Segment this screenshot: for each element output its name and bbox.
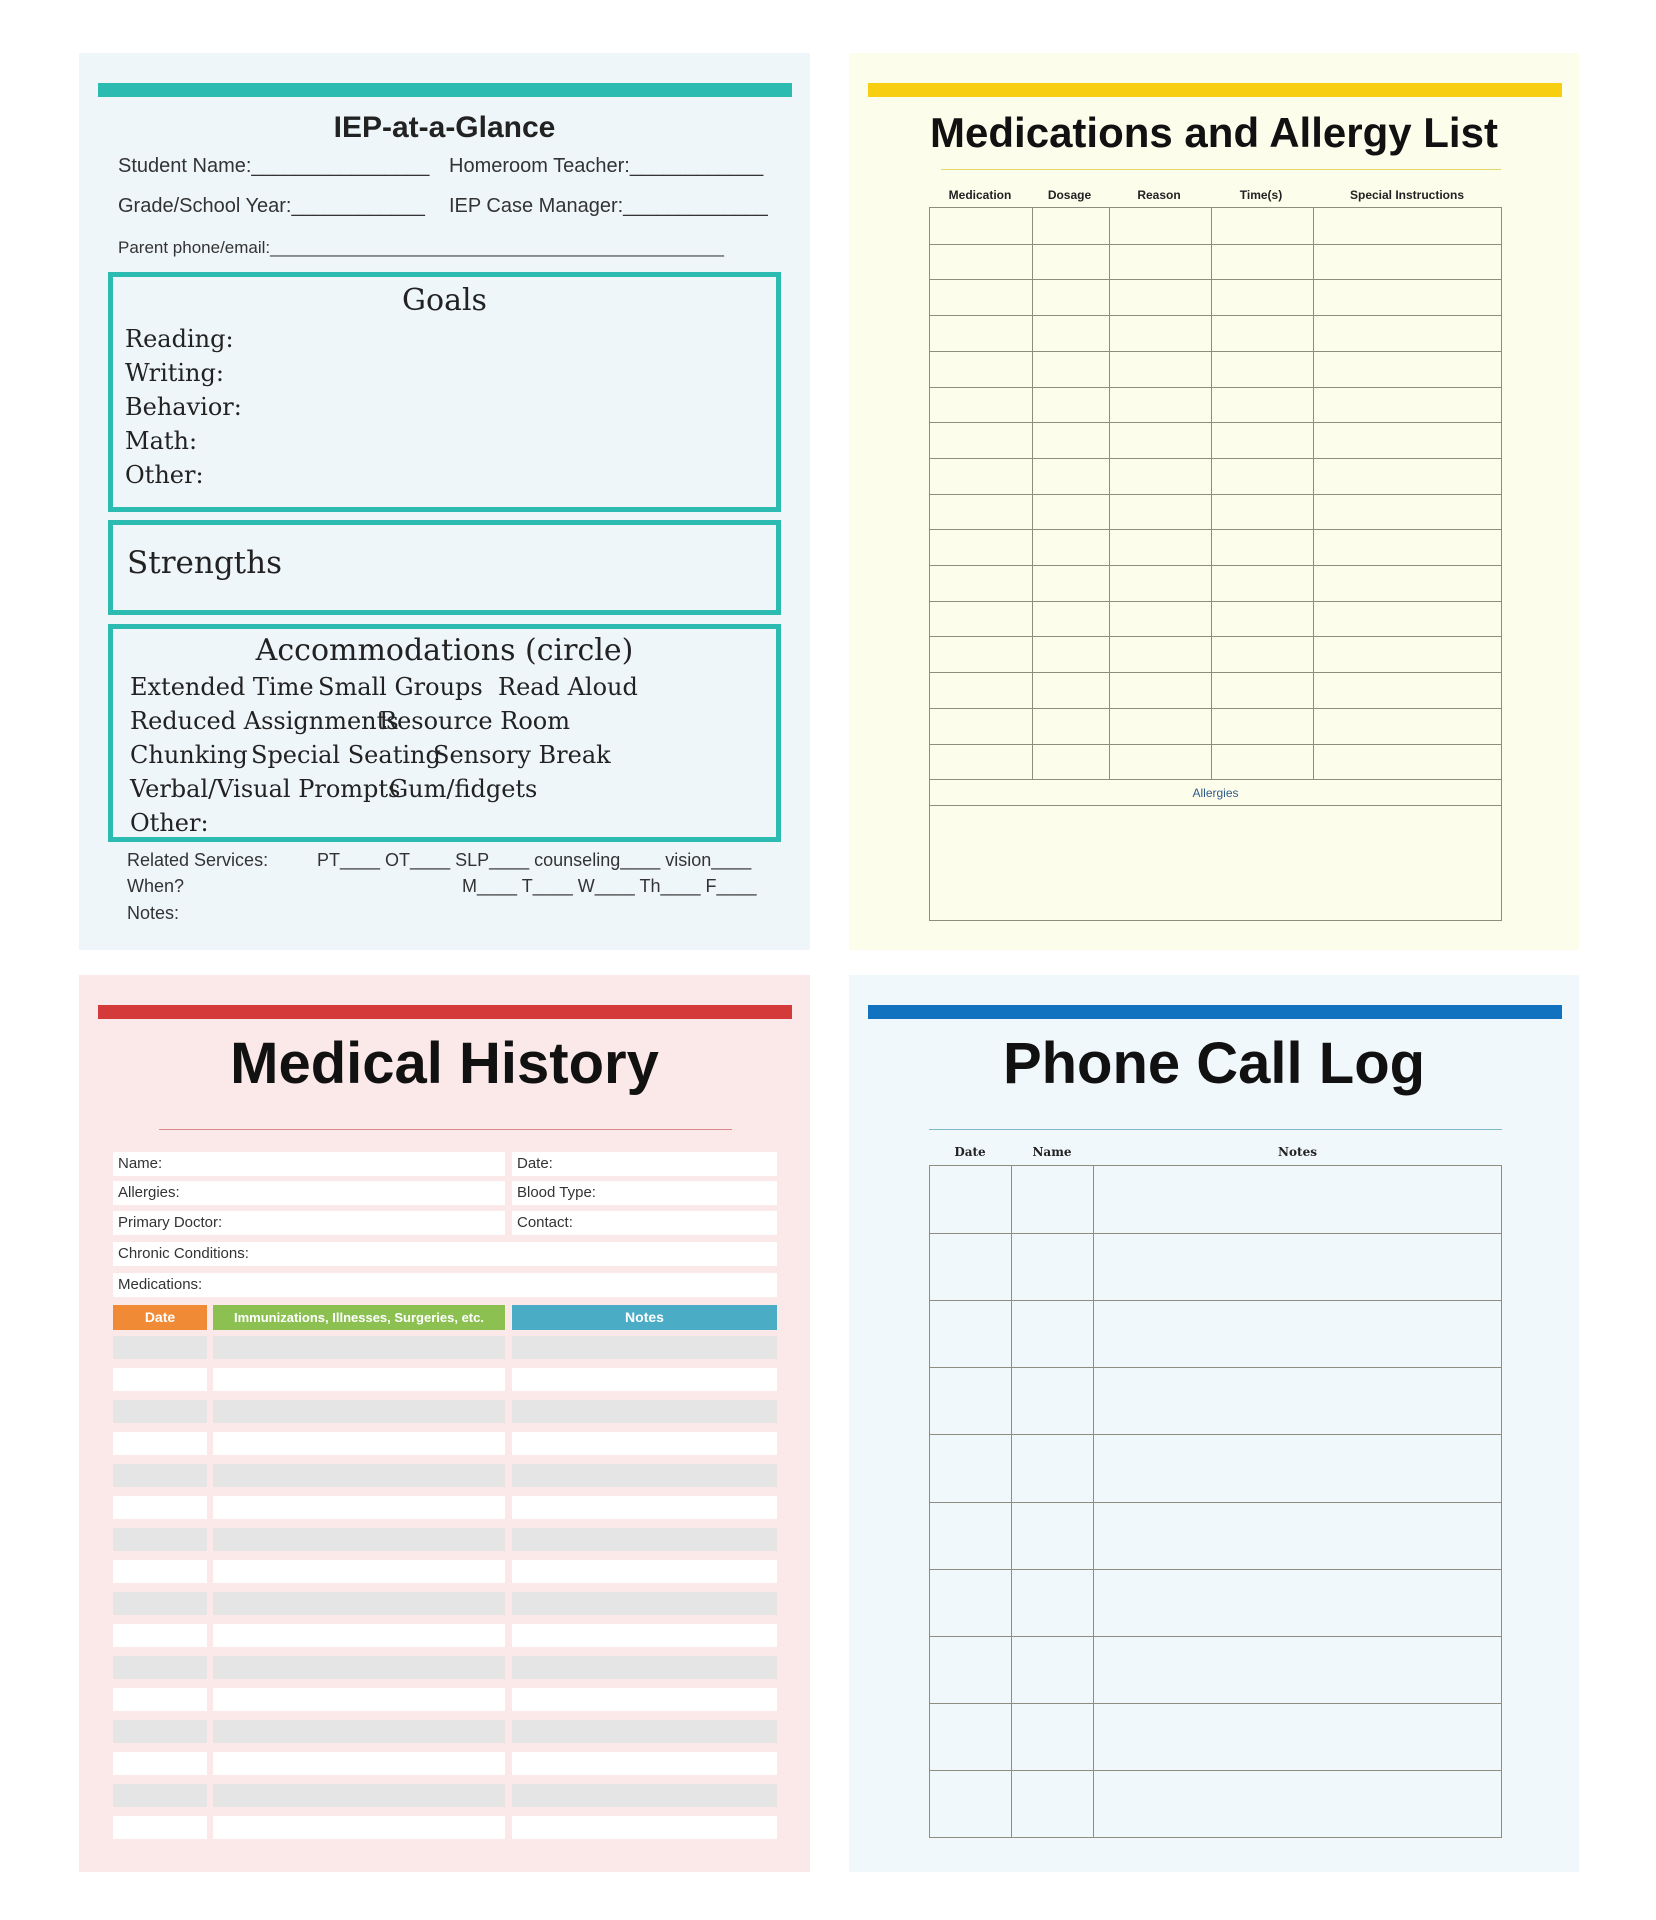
primary-doctor-field[interactable]: Primary Doctor:	[113, 1211, 505, 1235]
history-notes-cell[interactable]	[512, 1624, 777, 1647]
column-header-medication: Medication	[948, 188, 1012, 202]
accommodation-option[interactable]: Chunking	[130, 741, 248, 769]
days-options[interactable]: M____ T____ W____ Th____ F____	[462, 876, 757, 896]
call-log-row[interactable]	[930, 1368, 1501, 1433]
homeroom-teacher-field[interactable]: Homeroom Teacher:____________	[449, 155, 764, 177]
column-header-notes: Notes	[512, 1305, 777, 1330]
goals-heading: Goals	[402, 283, 487, 318]
accommodation-option[interactable]: Reduced Assignments	[130, 707, 399, 735]
history-date-cell[interactable]	[113, 1336, 207, 1359]
notes-label: Notes:	[127, 903, 180, 923]
column-header-immunizations: Immunizations, Illnesses, Surgeries, etc.	[213, 1305, 505, 1330]
history-notes-cell[interactable]	[512, 1400, 777, 1423]
call-log-row[interactable]	[930, 1234, 1501, 1299]
call-log-row[interactable]	[930, 1570, 1501, 1635]
history-event-cell[interactable]	[213, 1464, 505, 1487]
medications-field[interactable]: Medications:	[113, 1273, 777, 1297]
accent-bar	[98, 83, 792, 97]
history-notes-cell[interactable]	[512, 1784, 777, 1807]
case-manager-field[interactable]: IEP Case Manager:_____________	[449, 195, 768, 217]
form-title: Medications and Allergy List	[930, 109, 1498, 156]
call-log-row[interactable]	[930, 1771, 1501, 1836]
form-title: Phone Call Log	[1002, 1031, 1426, 1096]
accommodation-option[interactable]: Special Seating	[251, 741, 441, 769]
column-header-reason: Reason	[1137, 188, 1181, 202]
history-notes-cell[interactable]	[512, 1336, 777, 1359]
goal-behavior: Behavior:	[125, 393, 242, 421]
medication-row[interactable]	[930, 280, 1501, 314]
allergies-label: Allergies	[1192, 786, 1239, 800]
medications-table	[929, 207, 1502, 921]
medication-row[interactable]	[930, 495, 1501, 529]
grade-school-year-field[interactable]: Grade/School Year:____________	[118, 195, 425, 217]
medication-row[interactable]	[930, 245, 1501, 279]
name-field[interactable]: Name:	[113, 1152, 505, 1176]
history-event-cell[interactable]	[213, 1400, 505, 1423]
history-event-cell[interactable]	[213, 1528, 505, 1551]
column-header-date: Date	[113, 1305, 207, 1330]
title-divider	[941, 169, 1501, 170]
related-services-options[interactable]: PT____ OT____ SLP____ counseling____ vision____	[317, 850, 752, 870]
date-field[interactable]: Date:	[512, 1152, 777, 1176]
accommodation-option[interactable]: Verbal/Visual Prompts	[130, 775, 401, 803]
column-header-notes: Notes	[1278, 1145, 1317, 1159]
history-event-cell[interactable]	[213, 1816, 505, 1839]
call-log-row[interactable]	[930, 1167, 1501, 1232]
history-event-cell[interactable]	[213, 1432, 505, 1455]
medication-row[interactable]	[930, 388, 1501, 422]
accommodation-option[interactable]: Sensory Break	[433, 741, 611, 769]
row-divider	[930, 779, 1501, 780]
call-log-row[interactable]	[930, 1503, 1501, 1568]
history-notes-cell[interactable]	[512, 1720, 777, 1743]
blood-type-field[interactable]: Blood Type:	[512, 1181, 777, 1205]
history-event-cell[interactable]	[213, 1688, 505, 1711]
history-date-cell[interactable]	[113, 1400, 207, 1423]
accommodation-option[interactable]: Gum/fidgets	[389, 775, 538, 803]
column-header-date: Date	[954, 1145, 986, 1159]
history-notes-cell[interactable]	[512, 1368, 777, 1391]
accent-bar	[868, 83, 1562, 97]
medication-row[interactable]	[930, 745, 1501, 779]
history-event-cell[interactable]	[213, 1784, 505, 1807]
history-notes-cell[interactable]	[512, 1432, 777, 1455]
goal-reading: Reading:	[125, 325, 234, 353]
when-label: When?	[127, 876, 185, 896]
history-date-cell[interactable]	[113, 1528, 207, 1551]
accommodations-box	[108, 624, 781, 842]
medication-row[interactable]	[930, 316, 1501, 350]
accent-bar	[98, 1005, 792, 1019]
column-header-special-instructions: Special Instructions	[1349, 188, 1465, 202]
history-event-cell[interactable]	[213, 1592, 505, 1615]
related-services-label: Related Services:	[127, 850, 269, 870]
history-date-cell[interactable]	[113, 1368, 207, 1391]
history-date-cell[interactable]	[113, 1624, 207, 1647]
history-date-cell[interactable]	[113, 1752, 207, 1775]
title-divider	[159, 1129, 732, 1130]
history-event-cell[interactable]	[213, 1496, 505, 1519]
goal-math: Math:	[125, 427, 198, 455]
accommodation-option[interactable]: Extended Time	[130, 673, 314, 701]
history-notes-cell[interactable]	[512, 1688, 777, 1711]
history-date-cell[interactable]	[113, 1720, 207, 1743]
column-header-dosage: Dosage	[1047, 188, 1092, 202]
form-title: IEP-at-a-Glance	[333, 111, 556, 144]
accommodation-other[interactable]: Other:	[130, 809, 209, 837]
history-notes-cell[interactable]	[512, 1592, 777, 1615]
allergies-field[interactable]: Allergies:	[113, 1181, 505, 1205]
history-notes-cell[interactable]	[512, 1816, 777, 1839]
accommodations-heading: Accommodations (circle)	[255, 633, 634, 668]
history-date-cell[interactable]	[113, 1688, 207, 1711]
call-log-row[interactable]	[930, 1637, 1501, 1702]
history-event-cell[interactable]	[213, 1368, 505, 1391]
call-log-row[interactable]	[930, 1435, 1501, 1500]
history-date-cell[interactable]	[113, 1560, 207, 1583]
medical-history-form	[79, 975, 810, 1872]
history-event-cell[interactable]	[213, 1336, 505, 1359]
accommodation-option[interactable]: Read Aloud	[498, 673, 638, 701]
row-divider	[930, 805, 1501, 806]
phone-call-log-form	[849, 975, 1579, 1872]
history-date-cell[interactable]	[113, 1784, 207, 1807]
history-event-cell[interactable]	[213, 1656, 505, 1679]
medication-row[interactable]	[930, 602, 1501, 636]
history-date-cell[interactable]	[113, 1432, 207, 1455]
history-notes-cell[interactable]	[512, 1496, 777, 1519]
form-title: Medical History	[230, 1031, 659, 1096]
column-header-times: Time(s)	[1239, 188, 1283, 202]
strengths-box	[108, 520, 781, 615]
history-date-cell[interactable]	[113, 1464, 207, 1487]
accent-bar	[868, 1005, 1562, 1019]
accommodation-option[interactable]: Small Groups	[318, 673, 483, 701]
history-date-cell[interactable]	[113, 1496, 207, 1519]
column-header-name: Name	[1032, 1145, 1072, 1159]
history-date-cell[interactable]	[113, 1592, 207, 1615]
history-event-cell[interactable]	[213, 1752, 505, 1775]
medication-row[interactable]	[930, 209, 1501, 243]
goals-box	[108, 272, 781, 512]
medication-row[interactable]	[930, 566, 1501, 600]
phone-log-table	[929, 1165, 1502, 1838]
history-event-cell[interactable]	[213, 1720, 505, 1743]
history-date-cell[interactable]	[113, 1816, 207, 1839]
call-log-row[interactable]	[930, 1704, 1501, 1769]
history-notes-cell[interactable]	[512, 1528, 777, 1551]
medication-row[interactable]	[930, 423, 1501, 457]
history-date-cell[interactable]	[113, 1656, 207, 1679]
strengths-heading: Strengths	[127, 545, 282, 581]
goal-other: Other:	[125, 461, 204, 489]
medication-row[interactable]	[930, 352, 1501, 386]
parent-contact-field[interactable]: Parent phone/email:________________________________________________	[118, 238, 724, 257]
history-notes-cell[interactable]	[512, 1560, 777, 1583]
history-event-cell[interactable]	[213, 1624, 505, 1647]
call-log-row[interactable]	[930, 1301, 1501, 1366]
contact-field[interactable]: Contact:	[512, 1211, 777, 1235]
history-notes-cell[interactable]	[512, 1656, 777, 1679]
goal-writing: Writing:	[125, 359, 224, 387]
iep-at-a-glance-form	[79, 53, 810, 950]
medications-allergy-form	[849, 53, 1579, 950]
history-event-cell[interactable]	[213, 1560, 505, 1583]
title-divider	[929, 1129, 1502, 1130]
chronic-conditions-field[interactable]: Chronic Conditions:	[113, 1242, 777, 1266]
medication-row[interactable]	[930, 673, 1501, 707]
history-notes-cell[interactable]	[512, 1464, 777, 1487]
medication-row[interactable]	[930, 709, 1501, 743]
medication-row[interactable]	[930, 459, 1501, 493]
medication-row[interactable]	[930, 530, 1501, 564]
medication-row[interactable]	[930, 637, 1501, 671]
accommodation-option[interactable]: Resource Room	[379, 707, 570, 735]
student-name-field[interactable]: Student Name:________________	[118, 155, 430, 177]
history-notes-cell[interactable]	[512, 1752, 777, 1775]
